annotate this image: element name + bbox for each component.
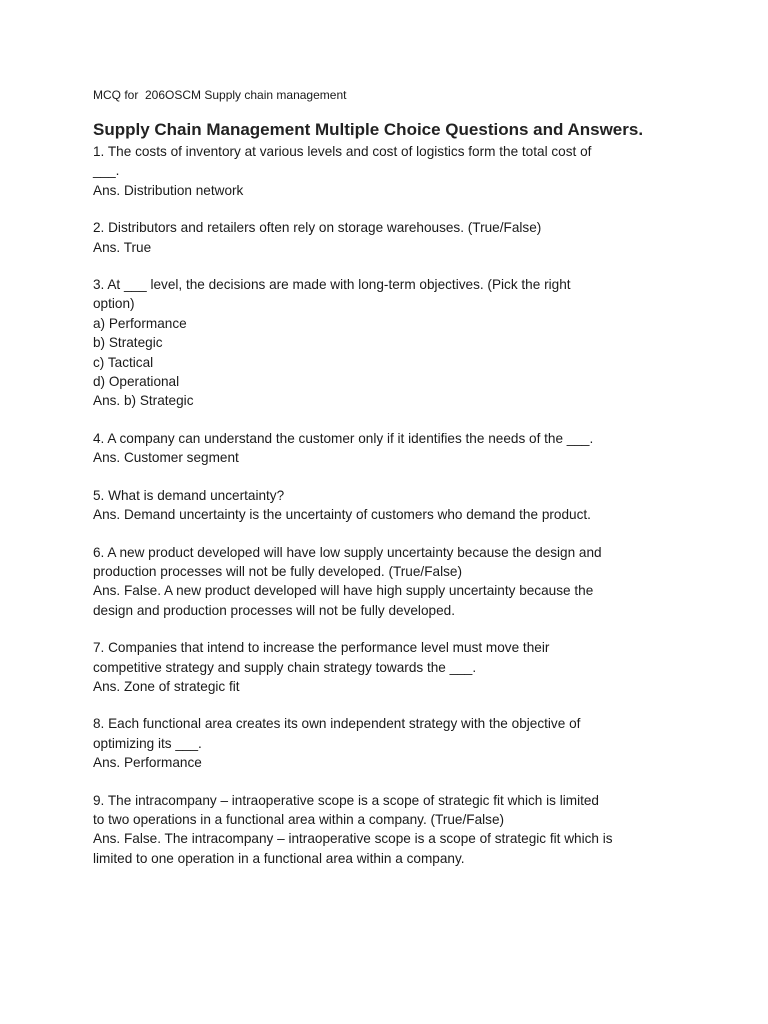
question-line: b) Strategic — [93, 335, 163, 351]
question-line: 8. Each functional area creates its own independent strategy with the objective of — [93, 716, 581, 732]
question-list — [93, 142, 693, 868]
question-item — [93, 486, 693, 525]
answer-line: Ans. True — [93, 239, 152, 255]
answer-line: Ans. b) Strategic — [93, 393, 194, 409]
answer-line: design and production processes will not be fully developed. — [93, 602, 455, 618]
question-line: 4. A company can understand the customer only if it identifies the needs of the ___. — [93, 430, 594, 446]
question-line: optimizing its ___. — [93, 735, 202, 751]
question-line: 7. Companies that intend to increase the performance level must move their — [93, 640, 550, 656]
question-item — [93, 714, 693, 772]
answer-line: limited to one operation in a functional area within a company. — [93, 850, 465, 866]
answer-line: Ans. Customer segment — [93, 450, 239, 466]
answer-line: Ans. False. A new product developed will have high supply uncertainty because the — [93, 583, 594, 599]
question-line: c) Tactical — [93, 354, 154, 370]
document-header: MCQ for 206OSCM Supply chain management — [93, 88, 347, 102]
answer-line: Ans. Demand uncertainty is the uncertainty of customers who demand the product. — [93, 507, 591, 523]
question-item — [93, 142, 693, 200]
question-item — [93, 275, 693, 411]
document-title: Supply Chain Management Multiple Choice Questions and Answers. — [93, 120, 644, 139]
question-line: competitive strategy and supply chain strategy towards the ___. — [93, 659, 477, 675]
question-line: d) Operational — [93, 374, 180, 390]
question-line: 9. The intracompany – intraoperative scope is a scope of strategic fit which is limited — [93, 792, 599, 808]
question-item — [93, 218, 693, 257]
answer-line: Ans. Distribution network — [93, 182, 244, 198]
answer-line: Ans. Zone of strategic fit — [93, 678, 240, 694]
question-line: to two operations in a functional area within a company. (True/False) — [93, 811, 505, 827]
document-page — [93, 86, 693, 886]
question-item — [93, 791, 693, 869]
question-item — [93, 429, 693, 468]
question-line: ___. — [93, 163, 120, 179]
question-line: a) Performance — [93, 315, 187, 331]
answer-line: Ans. Performance — [93, 755, 202, 771]
question-line: 3. At ___ level, the decisions are made with long-term objectives. (Pick the right — [93, 277, 571, 293]
question-line: 1. The costs of inventory at various levels and cost of logistics form the total cost of — [93, 144, 592, 159]
question-line: 6. A new product developed will have low supply uncertainty because the design and — [93, 544, 602, 560]
answer-line: Ans. False. The intracompany – intraoperative scope is a scope of strategic fit which is — [93, 831, 613, 847]
question-item — [93, 543, 693, 621]
question-line: 5. What is demand uncertainty? — [93, 487, 285, 503]
question-item — [93, 638, 693, 696]
question-line: option) — [93, 296, 135, 312]
question-line: 2. Distributors and retailers often rely on storage warehouses. (True/False) — [93, 220, 542, 236]
question-line: production processes will not be fully developed. (True/False) — [93, 563, 462, 579]
